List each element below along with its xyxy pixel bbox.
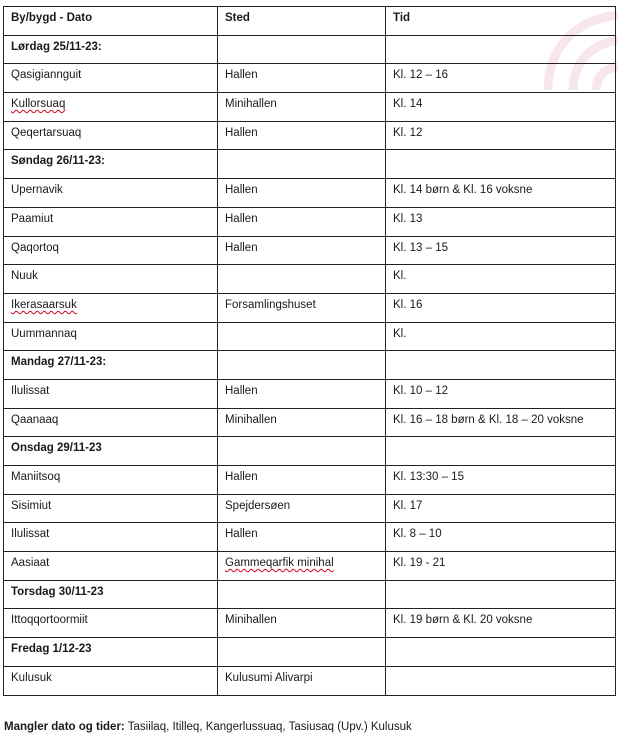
table-row — [4, 408, 616, 437]
cell-time: Kl. 13 – 15 — [386, 236, 616, 265]
date-heading-row — [4, 580, 616, 609]
cell-city: Qaanaaq — [4, 408, 218, 437]
table-row — [4, 265, 616, 294]
table-row — [4, 93, 616, 122]
cell-city: Paamiut — [4, 207, 218, 236]
table-row — [4, 293, 616, 322]
cell-place: Spejdersøen — [218, 494, 386, 523]
cell-city: Qeqertarsuaq — [4, 121, 218, 150]
cell-city: Ilulissat — [4, 379, 218, 408]
table-header-row — [4, 7, 616, 36]
cell-time: Kl. — [386, 322, 616, 351]
table-row — [4, 236, 616, 265]
cell-city: Uummannaq — [4, 322, 218, 351]
date-heading-row — [4, 35, 616, 64]
cell-time: Kl. 14 børn & Kl. 16 voksne — [386, 179, 616, 208]
table-row — [4, 523, 616, 552]
schedule-rows — [4, 35, 616, 695]
cell-place: Hallen — [218, 236, 386, 265]
table-row — [4, 666, 616, 695]
cell-time — [386, 351, 616, 380]
cell-city: Nuuk — [4, 265, 218, 294]
date-heading-row — [4, 437, 616, 466]
cell-place — [218, 638, 386, 667]
date-heading-row — [4, 351, 616, 380]
missing-info-label: Mangler dato og tider: — [4, 721, 125, 733]
date-heading-row — [4, 150, 616, 179]
missing-info-text: Tasiilaq, Itilleq, Kangerlussuaq, Tasiusaq (Upv.) Kulusuk — [124, 721, 412, 733]
cell-place: Hallen — [218, 64, 386, 93]
table-row — [4, 64, 616, 93]
cell-time: Kl. 8 – 10 — [386, 523, 616, 552]
cell-time: Kl. 13:30 – 15 — [386, 466, 616, 495]
cell-place — [218, 265, 386, 294]
cell-place: Hallen — [218, 121, 386, 150]
cell-time: Kl. 16 – 18 børn & Kl. 18 – 20 voksne — [386, 408, 616, 437]
cell-place — [218, 322, 386, 351]
cell-place: Forsamlingshuset — [218, 293, 386, 322]
cell-time — [386, 666, 616, 695]
table-row — [4, 207, 616, 236]
table-row — [4, 552, 616, 581]
cell-time: Kl. 16 — [386, 293, 616, 322]
cell-city: Ilulissat — [4, 523, 218, 552]
cell-time: Kl. 13 — [386, 207, 616, 236]
date-heading-row — [4, 638, 616, 667]
cell-time: Kl. 10 – 12 — [386, 379, 616, 408]
cell-city: Qaqortoq — [4, 236, 218, 265]
cell-time: Kl. 14 — [386, 93, 616, 122]
cell-city: Onsdag 29/11-23 — [4, 437, 218, 466]
cell-time: Kl. 17 — [386, 494, 616, 523]
cell-place: Hallen — [218, 207, 386, 236]
cell-place: Minihallen — [218, 609, 386, 638]
cell-time — [386, 580, 616, 609]
cell-place — [218, 351, 386, 380]
cell-place: Hallen — [218, 466, 386, 495]
cell-city: Søndag 26/11-23: — [4, 150, 218, 179]
cell-place: Gammeqarfik minihal — [218, 552, 386, 581]
cell-city: Aasiaat — [4, 552, 218, 581]
cell-time — [386, 35, 616, 64]
cell-city: Ikerasaarsuk — [4, 293, 218, 322]
cell-time: Kl. 19 børn & Kl. 20 voksne — [386, 609, 616, 638]
cell-city: Lørdag 25/11-23: — [4, 35, 218, 64]
table-row — [4, 494, 616, 523]
header-place: Sted — [218, 7, 386, 36]
cell-place: Minihallen — [218, 93, 386, 122]
cell-place — [218, 580, 386, 609]
cell-place — [218, 35, 386, 64]
cell-place: Hallen — [218, 179, 386, 208]
cell-time: Kl. 12 — [386, 121, 616, 150]
cell-city: Ittoqqortoormiit — [4, 609, 218, 638]
cell-time — [386, 437, 616, 466]
cell-place — [218, 437, 386, 466]
cell-place — [218, 150, 386, 179]
cell-city: Kulusuk — [4, 666, 218, 695]
table-row — [4, 466, 616, 495]
table-row — [4, 609, 616, 638]
cell-place: Hallen — [218, 379, 386, 408]
header-city-date: By/bygd - Dato — [4, 7, 218, 36]
cell-time — [386, 150, 616, 179]
missing-info-note — [4, 721, 412, 733]
cell-time: Kl. 12 – 16 — [386, 64, 616, 93]
cell-city: Mandag 27/11-23: — [4, 351, 218, 380]
cell-city: Upernavik — [4, 179, 218, 208]
table-row — [4, 179, 616, 208]
cell-place: Minihallen — [218, 408, 386, 437]
cell-place: Hallen — [218, 523, 386, 552]
cell-time — [386, 638, 616, 667]
cell-city: Kullorsuaq — [4, 93, 218, 122]
table-row — [4, 121, 616, 150]
header-time: Tid — [386, 7, 616, 36]
table-row — [4, 379, 616, 408]
cell-city: Torsdag 30/11-23 — [4, 580, 218, 609]
cell-city: Fredag 1/12-23 — [4, 638, 218, 667]
cell-city: Sisimiut — [4, 494, 218, 523]
table-row — [4, 322, 616, 351]
cell-city: Qasigiannguit — [4, 64, 218, 93]
cell-city: Maniitsoq — [4, 466, 218, 495]
cell-time: Kl. 19 - 21 — [386, 552, 616, 581]
schedule-table — [3, 6, 616, 696]
cell-time: Kl. — [386, 265, 616, 294]
cell-place: Kulusumi Alivarpi — [218, 666, 386, 695]
